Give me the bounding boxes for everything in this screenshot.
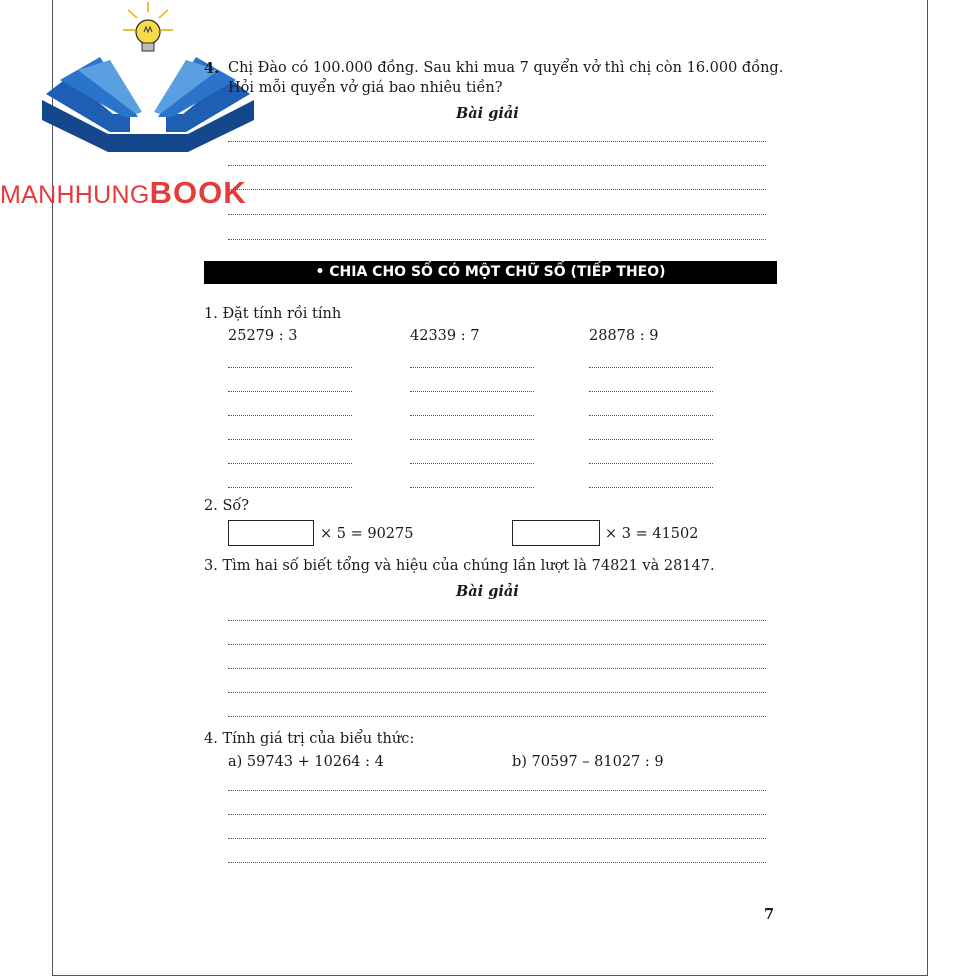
problem-line-2: Hỏi mỗi quyển vở giá bao nhiêu tiền? — [228, 80, 503, 96]
work-line — [589, 415, 713, 416]
work-line — [228, 367, 352, 368]
solution-label: Bài giải — [456, 105, 519, 122]
division-item-3: 28878 : 9 — [589, 328, 659, 344]
answer-line — [228, 189, 766, 190]
answer-line — [228, 214, 766, 215]
answer-line — [228, 790, 766, 791]
answer-line — [228, 620, 766, 621]
answer-line — [228, 644, 766, 645]
expression-a: a) 59743 + 10264 : 4 — [228, 754, 384, 770]
answer-line — [228, 716, 766, 717]
work-line — [589, 391, 713, 392]
work-line — [228, 463, 352, 464]
answer-line — [228, 862, 766, 863]
answer-line — [228, 814, 766, 815]
exercise-1-title — [204, 305, 341, 322]
exercise-3-title: 3. Tìm hai số biết tổng và hiệu của chúng lần lượt là 74821 và 28147. — [204, 558, 715, 574]
answer-line — [228, 165, 766, 166]
answer-line — [228, 838, 766, 839]
work-line — [410, 415, 534, 416]
publisher-logo — [0, 0, 290, 215]
expression-b: b) 70597 – 81027 : 9 — [512, 754, 664, 770]
work-line — [410, 367, 534, 368]
answer-line — [228, 239, 766, 240]
exercise-4-title: 4. Tính giá trị của biểu thức: — [204, 731, 415, 747]
answer-line — [228, 141, 766, 142]
equation-2: × 3 = 41502 — [605, 526, 699, 542]
problem-line-1: Chị Đào có 100.000 đồng. Sau khi mua 7 quyển vở thì chị còn 16.000 đồng. — [228, 60, 784, 76]
division-item-2: 42339 : 7 — [410, 328, 480, 344]
section-heading: • CHIA CHO SỐ CÓ MỘT CHỮ SỐ (TIẾP THEO) — [204, 261, 777, 284]
problem-number: 4. — [204, 60, 220, 77]
work-line — [589, 463, 713, 464]
work-line — [410, 487, 534, 488]
solution-label: Bài giải — [456, 583, 519, 600]
logo-wordmark — [0, 175, 247, 211]
logo-text-manhhung: MANHHUNG — [0, 181, 150, 209]
page-number: 7 — [764, 906, 775, 923]
work-line — [228, 391, 352, 392]
work-line — [589, 439, 713, 440]
work-line — [589, 367, 713, 368]
answer-line — [228, 692, 766, 693]
answer-box-1[interactable] — [228, 520, 314, 546]
work-line — [410, 439, 534, 440]
work-line — [410, 463, 534, 464]
work-line — [228, 487, 352, 488]
answer-box-2[interactable] — [512, 520, 600, 546]
division-item-1: 25279 : 3 — [228, 328, 298, 344]
work-line — [410, 391, 534, 392]
work-line — [589, 487, 713, 488]
exercise-2-title: 2. Số? — [204, 498, 250, 514]
exercise-1-title-text: 1. Đặt tính rồi tính — [204, 306, 342, 322]
work-line — [228, 415, 352, 416]
answer-line — [228, 668, 766, 669]
logo-text-book: BOOK — [149, 175, 247, 210]
work-line — [228, 439, 352, 440]
equation-1: × 5 = 90275 — [320, 526, 414, 542]
